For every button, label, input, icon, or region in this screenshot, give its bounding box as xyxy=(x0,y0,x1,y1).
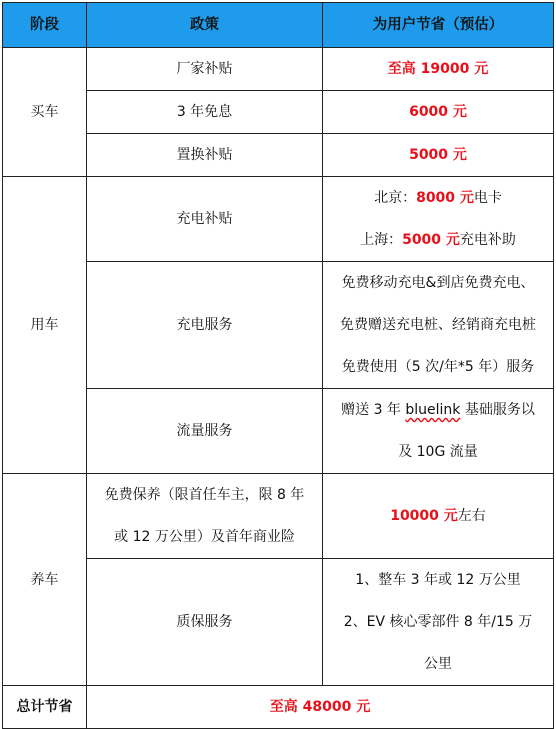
savings-cell: 5000 元 xyxy=(323,134,554,177)
data-line: 及 10G 流量 xyxy=(398,444,478,460)
policy-cell: 充电服务 xyxy=(87,262,323,389)
header-row xyxy=(3,3,554,48)
savings-cell xyxy=(323,177,554,262)
policy-cell: 充电补贴 xyxy=(87,177,323,262)
maintenance-amount: 10000 元 xyxy=(390,508,458,524)
data-line xyxy=(327,389,549,431)
policy-cell: 厂家补贴 xyxy=(87,48,323,91)
beijing-suffix: 电卡 xyxy=(473,190,502,206)
policy-cell: 3 年免息 xyxy=(87,91,323,134)
beijing-prefix: 北京： xyxy=(374,190,417,206)
table-row xyxy=(3,474,554,559)
table-row xyxy=(3,177,554,262)
service-line: 免费使用（5 次/年*5 年）服务 xyxy=(341,359,535,375)
policy-cell: 置换补贴 xyxy=(87,134,323,177)
savings-cell xyxy=(323,262,554,389)
total-row xyxy=(3,686,554,729)
stage-use: 用车 xyxy=(3,177,87,474)
savings-cell xyxy=(323,474,554,559)
stage-maintain: 养车 xyxy=(3,474,87,686)
savings-cell xyxy=(323,389,554,474)
header-policy: 政策 xyxy=(87,3,323,48)
shanghai-prefix: 上海： xyxy=(360,232,403,248)
savings-cell: 至高 19000 元 xyxy=(323,48,554,91)
shanghai-suffix: 充电补助 xyxy=(459,232,516,248)
policy-cell: 质保服务 xyxy=(87,559,323,686)
savings-cell xyxy=(323,559,554,686)
bluelink-brand: bluelink xyxy=(405,402,461,418)
shanghai-line xyxy=(327,219,549,261)
warranty-line: 2、EV 核心零部件 8 年/15 万 xyxy=(343,614,533,630)
service-line: 免费赠送充电桩、经销商充电桩 xyxy=(340,317,536,333)
policy-table xyxy=(2,2,554,729)
shanghai-amount: 5000 元 xyxy=(402,232,460,248)
data-suffix: 基础服务以 xyxy=(460,402,535,418)
warranty-line: 1、整车 3 年或 12 万公里 xyxy=(355,572,521,588)
data-prefix: 赠送 3 年 xyxy=(341,402,406,418)
table-row xyxy=(3,48,554,91)
warranty-line: 公里 xyxy=(424,656,452,672)
header-savings: 为用户节省（预估） xyxy=(323,3,554,48)
stage-buy: 买车 xyxy=(3,48,87,177)
policy-cell: 流量服务 xyxy=(87,389,323,474)
maintenance-suffix: 左右 xyxy=(457,508,486,524)
maintenance-line: 免费保养（限首任车主，限 8 年 xyxy=(104,487,305,503)
savings-cell: 6000 元 xyxy=(323,91,554,134)
beijing-amount: 8000 元 xyxy=(416,190,474,206)
service-line: 免费移动充电&到店免费充电、 xyxy=(341,275,535,291)
header-stage: 阶段 xyxy=(3,3,87,48)
maintenance-line: 或 12 万公里）及首年商业险 xyxy=(114,529,295,545)
policy-cell xyxy=(87,474,323,559)
total-value: 至高 48000 元 xyxy=(87,686,554,729)
beijing-line xyxy=(327,177,549,219)
total-label: 总计节省 xyxy=(3,686,87,729)
